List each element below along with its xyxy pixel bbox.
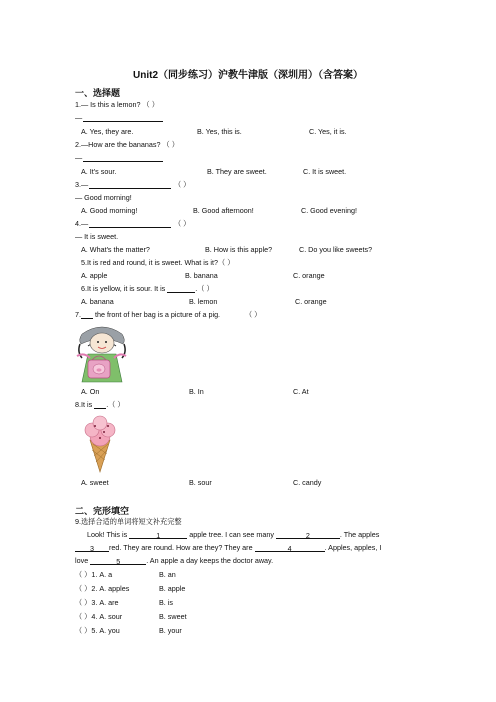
question-6-option-a: A. banana: [81, 297, 114, 306]
question-1-option-b: B. Yes, this is.: [197, 127, 242, 136]
question-6-option-c: C. orange: [295, 297, 327, 306]
question-1-answer-blank: [83, 121, 163, 122]
cloze-blank-3: 3: [75, 544, 109, 552]
question-7-option-a: A. On: [81, 387, 100, 396]
cloze-option-3: （ ）3. A. are: [75, 598, 119, 607]
question-5-option-c: C. orange: [293, 271, 325, 280]
question-4-answer-blank: [89, 227, 171, 228]
question-2-dash: —: [75, 153, 83, 162]
page-title: Unit2（同步练习）沪教牛津版（深圳用）（含答案）: [133, 70, 363, 81]
question-4-option-a: A. What's the matter?: [81, 245, 150, 254]
question-6-stem: 6.It is yellow, it is sour. It is .（ ）: [81, 284, 214, 293]
cloze-option-3-b: B. is: [159, 598, 173, 607]
question-8-blank: [94, 401, 106, 409]
question-7-option-c: C. At: [293, 387, 309, 396]
question-3-option-b: B. Good afternoon!: [193, 206, 254, 215]
cloze-option-1: （ ）1. A. a: [75, 570, 113, 579]
question-8-option-a: A. sweet: [81, 478, 109, 487]
question-2-answer-blank: [83, 161, 163, 162]
question-4-stem: 4.—: [75, 219, 89, 228]
question-6-option-b: B. lemon: [189, 297, 218, 306]
question-6-blank: [167, 285, 195, 293]
cloze-option-1-b: B. an: [159, 570, 176, 579]
question-4-paren: （ ）: [174, 219, 191, 228]
question-8-option-c: C. candy: [293, 478, 322, 487]
question-7-paren: （ ）: [245, 310, 262, 319]
section-heading-cloze: 二、完形填空: [75, 506, 130, 516]
question-3-option-a: A. Good morning!: [81, 206, 138, 215]
question-5-option-b: B. banana: [185, 271, 218, 280]
question-1-option-a: A. Yes, they are.: [81, 127, 134, 136]
question-4-reply: — It is sweet.: [75, 232, 119, 241]
question-9-stem: 9.选择合适的单词将短文补充完整: [75, 517, 182, 526]
question-7-stem: 7. the front of her bag is a picture of a pig.: [75, 310, 221, 319]
question-7-option-b: B. In: [189, 387, 204, 396]
cloze-line-2: 3 red. They are round. How are they? They are 4 . Apples, apples, I: [75, 543, 381, 552]
question-3-paren: （ ）: [174, 180, 191, 189]
question-2-option-b: B. They are sweet.: [207, 167, 267, 176]
cloze-option-2: （ ）2. A. apples: [75, 584, 130, 593]
question-4-option-b: B. How is this apple?: [205, 245, 273, 254]
ice-cream-cone-picture: [80, 414, 120, 474]
question-8-option-b: B. sour: [189, 478, 212, 487]
cloze-option-5: （ ）5. A. you: [75, 626, 120, 635]
cloze-blank-4: 4: [255, 544, 325, 552]
question-8-stem: 8.It is .（ ）: [75, 400, 125, 409]
question-5-stem: 5.It is red and round, it is sweet. What is it?（ ）: [81, 258, 235, 267]
question-1-stem: 1.— Is this a lemon? （ ）: [75, 100, 159, 109]
question-2-stem: 2.—How are the bananas? （ ）: [75, 140, 179, 149]
cloze-option-5-b: B. your: [159, 626, 182, 635]
question-1-dash: —: [75, 113, 83, 122]
question-3-option-c: C. Good evening!: [301, 206, 357, 215]
question-2-option-a: A. It's sour.: [81, 167, 117, 176]
cloze-blank-2: 2: [276, 531, 340, 539]
cloze-blank-1: 1: [129, 531, 187, 539]
question-2-option-c: C. It is sweet.: [303, 167, 347, 176]
question-3-reply: — Good morning!: [75, 193, 132, 202]
cloze-line-3: love 5 . An apple a day keeps the doctor away.: [75, 556, 274, 566]
cloze-blank-5: 5: [90, 557, 146, 565]
cloze-option-4: （ ）4. A. sour: [75, 612, 123, 621]
question-4-option-c: C. Do you like sweets?: [299, 245, 373, 254]
question-3-stem: 3.—: [75, 180, 89, 189]
question-7-blank: [81, 311, 93, 319]
question-3-answer-blank: [89, 188, 171, 189]
cloze-option-4-b: B. sweet: [159, 612, 187, 621]
question-1-option-c: C. Yes, it is.: [309, 127, 347, 136]
question-5-option-a: A. apple: [81, 271, 108, 280]
section-heading-choice: 一、选择题: [75, 88, 121, 98]
cloze-option-2-b: B. apple: [159, 584, 186, 593]
girl-with-pig-bag-picture: [74, 322, 130, 384]
cloze-line-1: Look! This is 1 apple tree. I can see many 2 . The apples: [87, 530, 380, 540]
